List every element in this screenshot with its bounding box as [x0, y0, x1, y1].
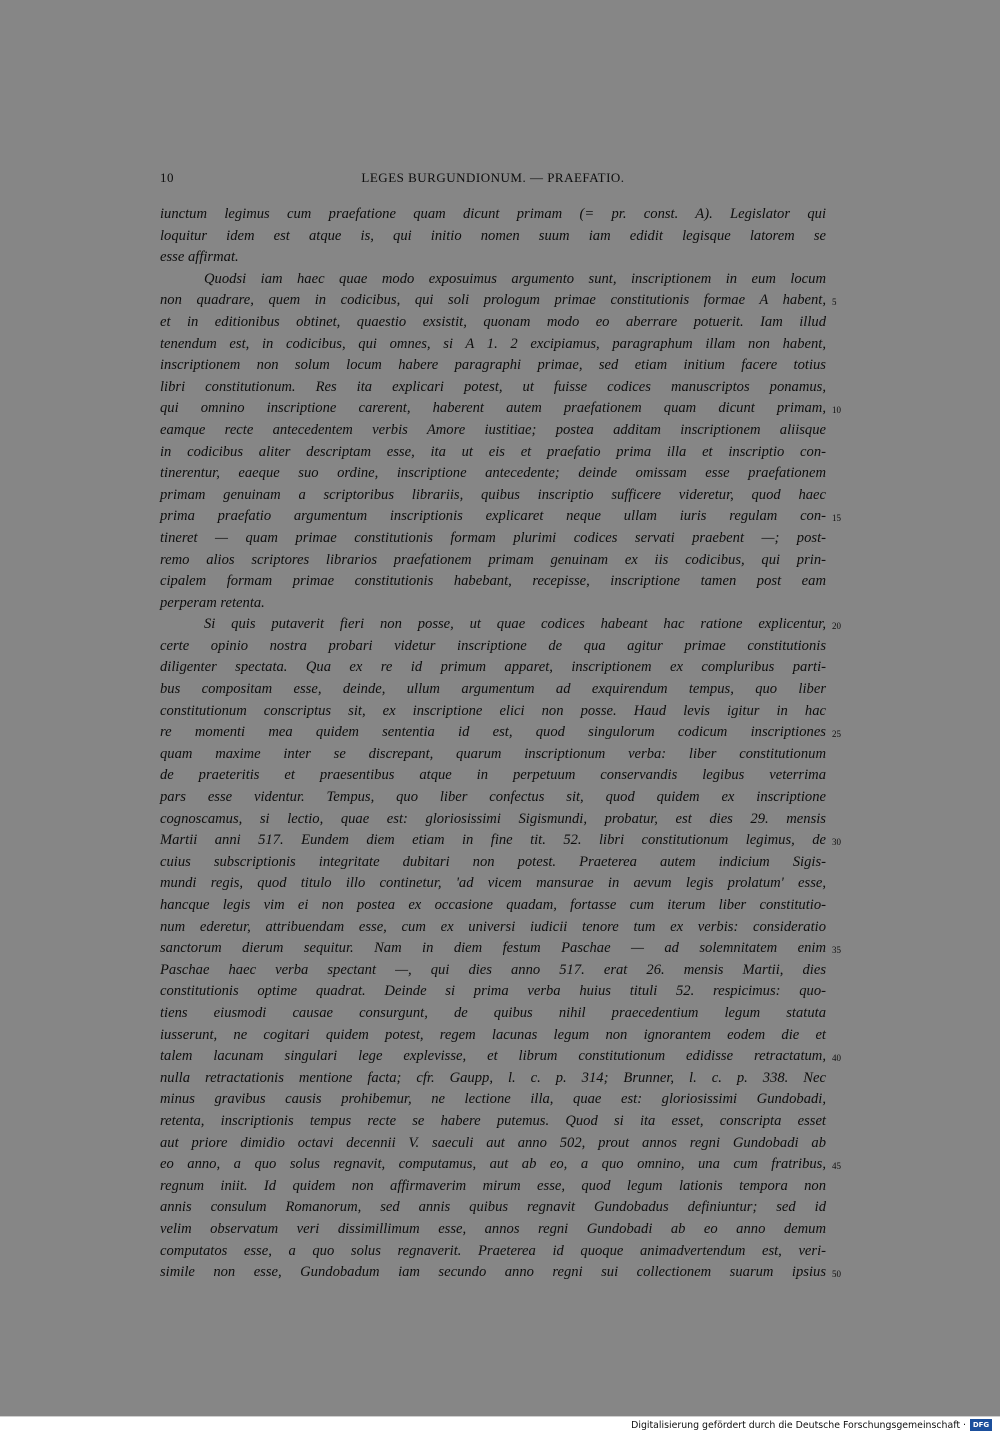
line-number: 5 — [832, 297, 837, 308]
page-number: 10 — [160, 170, 174, 185]
text-line — [160, 204, 826, 226]
body-text — [160, 204, 841, 1284]
text-line — [160, 442, 826, 464]
text-line — [160, 614, 841, 636]
line-text: iunctum legimus cum praefatione quam dicunt primam (= pr. const. A). Legislator qui — [160, 206, 826, 222]
text-line — [160, 873, 826, 895]
footer-bar — [0, 1416, 1000, 1435]
page-header — [160, 170, 826, 190]
text-line — [160, 657, 826, 679]
text-line — [160, 830, 841, 852]
text-line — [160, 787, 826, 809]
text-line — [160, 1262, 841, 1284]
line-text: non quadrare, quem in codicibus, qui soli prologum primae constitutionis formae A habent, — [160, 292, 826, 309]
text-line — [160, 917, 826, 939]
line-text: sanctorum dierum sequitur. Nam in diem festum Paschae — ad solemnitatem enim — [160, 940, 826, 957]
line-text: velim observatum veri dissimillimum esse, annos regni Gundobadi ab eo anno demum — [160, 1220, 826, 1237]
text-line — [160, 895, 826, 917]
dfg-logo: DFG — [970, 1419, 992, 1431]
line-text: nulla retractationis mentione facta; cfr. Gaupp, l. c. p. 314; Brunner, l. c. p. 338. Nec — [160, 1069, 826, 1086]
line-text: Si quis putaverit fieri non posse, ut quae codices habeant hac ratione explicentur, — [204, 616, 826, 633]
line-text: Quodsi iam haec quae modo exposuimus argumento sunt, inscriptionem in eum locum — [204, 270, 826, 287]
text-line — [160, 312, 826, 334]
line-text: in codicibus aliter descriptam esse, ita ut eis et praefatio prima illa et inscriptio con- — [160, 443, 826, 460]
line-text: aut priore dimidio octavi decennii V. saeculi aut anno 502, prout annos regni Gundobadi ab — [160, 1134, 826, 1151]
text-line — [160, 1046, 841, 1068]
text-line — [160, 1025, 826, 1047]
text-line — [160, 852, 826, 874]
line-text: constitutionis optime quadrat. Deinde si prima verba huius tituli 52. respicimus: quo- — [160, 983, 826, 1000]
line-text: libri constitutionum. Res ita explicari potest, ut fuisse codices manuscriptos ponamus, — [160, 378, 826, 395]
line-text: quam maxime inter se discrepant, quarum inscriptionum verba: liber constitutionum — [160, 745, 826, 762]
text-line — [160, 679, 826, 701]
text-line — [160, 1133, 826, 1155]
text-line — [160, 593, 826, 615]
line-text: tineret — quam primae constitutionis formam plurimi codices servati praebent —; post- — [160, 529, 826, 546]
line-text: diligenter spectata. Qua ex re id primum apparet, inscriptionem ex compluribus parti- — [160, 659, 826, 676]
text-line — [160, 938, 841, 960]
text-line — [160, 981, 826, 1003]
line-text: Paschae haec verba spectant —, qui dies anno 517. erat 26. mensis Martii, dies — [160, 961, 826, 978]
text-line — [160, 247, 826, 269]
line-number: 30 — [832, 837, 841, 848]
text-line — [160, 809, 826, 831]
line-text: remo alios scriptores librarios praefationem primam genuinam ex iis codicibus, qui prin- — [160, 551, 826, 568]
line-text: bus compositam esse, deinde, ullum argumentum ad exquirendum tempus, quo liber — [160, 681, 826, 698]
line-text: minus gravibus causis prohibemur, ne lectione illa, quae est: gloriosissimi Gundobadi, — [160, 1091, 826, 1108]
text-line — [160, 722, 841, 744]
text-line — [160, 226, 826, 248]
line-text: re momenti mea quidem sententia id est, quod singulorum codicum inscriptiones — [160, 724, 826, 741]
line-text: Martii anni 517. Eundem diem etiam in fine tit. 52. libri constitutionum legimus, de — [160, 832, 826, 849]
line-text: retenta, inscriptionis tempus recte se habere putemus. Quod si ita esset, conscripta esset — [160, 1112, 826, 1129]
line-text: perperam retenta. — [160, 594, 265, 611]
line-text: qui omnino inscriptione carerent, haberent autem praefationem quam dicunt primam, — [160, 400, 826, 417]
text-line — [160, 571, 826, 593]
text-line — [160, 528, 826, 550]
line-text: simile non esse, Gundobadum iam secundo anno regni sui collectionem suarum ipsius — [160, 1264, 826, 1281]
line-number: 10 — [832, 405, 841, 416]
running-title: LEGES BURGUNDIONUM. — PRAEFATIO. — [361, 170, 625, 185]
text-line — [160, 1219, 826, 1241]
text-line — [160, 269, 826, 291]
text-line — [160, 290, 837, 312]
text-line — [160, 1003, 826, 1025]
line-number: 45 — [832, 1161, 841, 1172]
line-text: hancque legis vim ei non postea ex occasione quadam, fortasse cum iterum liber constitutio- — [160, 897, 826, 913]
line-text: computatos esse, a quo solus regnaverit. Praeterea id quoque animadvertendum est, veri- — [160, 1242, 826, 1259]
line-text: primam genuinam a scriptoribus librariis, quibus inscriptio sufficere videretur, quod haec — [160, 486, 826, 503]
line-text: iusserunt, ne cogitari quidem potest, regem lacunas legum non ignorantem eodem die et — [160, 1026, 826, 1043]
text-line — [160, 334, 826, 356]
line-text: cognoscamus, si lectio, quae est: gloriosissimi Sigismundi, probatur, est dies 29. mensis — [160, 810, 826, 827]
line-text: annis consulum Romanorum, sed annis quibus regnavit Gundobadus definiuntur; sed id — [160, 1199, 826, 1216]
line-number: 35 — [832, 945, 841, 956]
footer-credit: Digitalisierung gefördert durch die Deutsche Forschungsgemeinschaft · — [631, 1420, 966, 1431]
text-line — [160, 355, 826, 377]
line-text: prima praefatio argumentum inscriptionis explicaret neque ullam iuris regulam con- — [160, 508, 826, 525]
line-text: num ederetur, attribuendam esse, cum ex universi iudicii tenore tum ex verbis: consideratio — [160, 918, 826, 935]
line-text: eamque recte antecedentem verbis Amore iustitiae; postea additam inscriptionem aliisque — [160, 421, 826, 438]
text-line — [160, 506, 841, 528]
line-text: loquitur idem est atque is, qui initio nomen suum iam edidit legisque latorem se — [160, 227, 826, 244]
line-text: cipalem formam primae constitutionis habebant, recepisse, inscriptione tamen post eam — [160, 573, 826, 590]
line-text: eo anno, a quo solus regnavit, computamus, aut ab eo, a quo omnino, una cum fratribus, — [160, 1156, 826, 1173]
text-line — [160, 420, 826, 442]
text-line — [160, 1197, 826, 1219]
text-line — [160, 1154, 841, 1176]
line-text: de praeteritis et praesentibus atque in perpetuum conservandis legibus veterrima — [160, 767, 826, 784]
text-line — [160, 485, 826, 507]
line-text: cuius subscriptionis integritate dubitari non potest. Praeterea autem indicium Sigis- — [160, 853, 826, 870]
text-line — [160, 636, 826, 658]
line-text: constitutionum conscriptus sit, ex inscriptione elici non posse. Haud levis igitur in hac — [160, 702, 826, 719]
line-text: talem lacunam singulari lege explevisse, et librum constitutionum edidisse retractatum, — [160, 1048, 826, 1065]
text-line — [160, 1241, 826, 1263]
line-text: regnum iniit. Id quidem non affirmaverim mirum esse, quod legum lationis tempora non — [160, 1177, 826, 1194]
text-line — [160, 1068, 826, 1090]
line-text: tenendum est, in codicibus, qui omnes, si A 1. 2 excipiamus, paragraphum illam non habent, — [160, 335, 826, 352]
line-text: inscriptionem non solum locum habere paragraphi primae, sed etiam initium facere totius — [160, 357, 826, 374]
text-line — [160, 701, 826, 723]
line-text: mundi regis, quod titulo illo continetur, 'ad vicem mansurae in aevum legis prolatum' esse, — [160, 875, 826, 892]
line-text: pars esse videntur. Tempus, quo liber confectus sit, quod quidem ex inscriptione — [160, 789, 826, 806]
text-line — [160, 463, 826, 485]
text-line — [160, 765, 826, 787]
text-line — [160, 1111, 826, 1133]
line-text: certe opinio nostra probari videtur inscriptione de qua agitur primae constitutionis — [160, 637, 826, 654]
line-text: tiens eiusmodi causae consurgunt, de quibus nihil praecedentium legum statuta — [160, 1004, 826, 1021]
line-text: tinerentur, eaeque suo ordine, inscriptione antecedente; deinde omissam esse praefationem — [160, 465, 826, 482]
text-line — [160, 744, 826, 766]
line-number: 40 — [832, 1053, 841, 1064]
text-line — [160, 398, 841, 420]
line-number: 20 — [832, 621, 841, 632]
line-text: et in editionibus obtinet, quaestio exsistit, quonam modo eo aberrare potuerit. Iam illud — [160, 313, 826, 330]
line-number: 50 — [832, 1269, 841, 1280]
text-line — [160, 960, 826, 982]
text-line — [160, 550, 826, 572]
line-number: 15 — [832, 513, 841, 524]
text-line — [160, 1089, 826, 1111]
text-line — [160, 1176, 826, 1198]
text-line — [160, 377, 826, 399]
line-text: esse affirmat. — [160, 249, 239, 266]
line-number: 25 — [832, 729, 841, 740]
